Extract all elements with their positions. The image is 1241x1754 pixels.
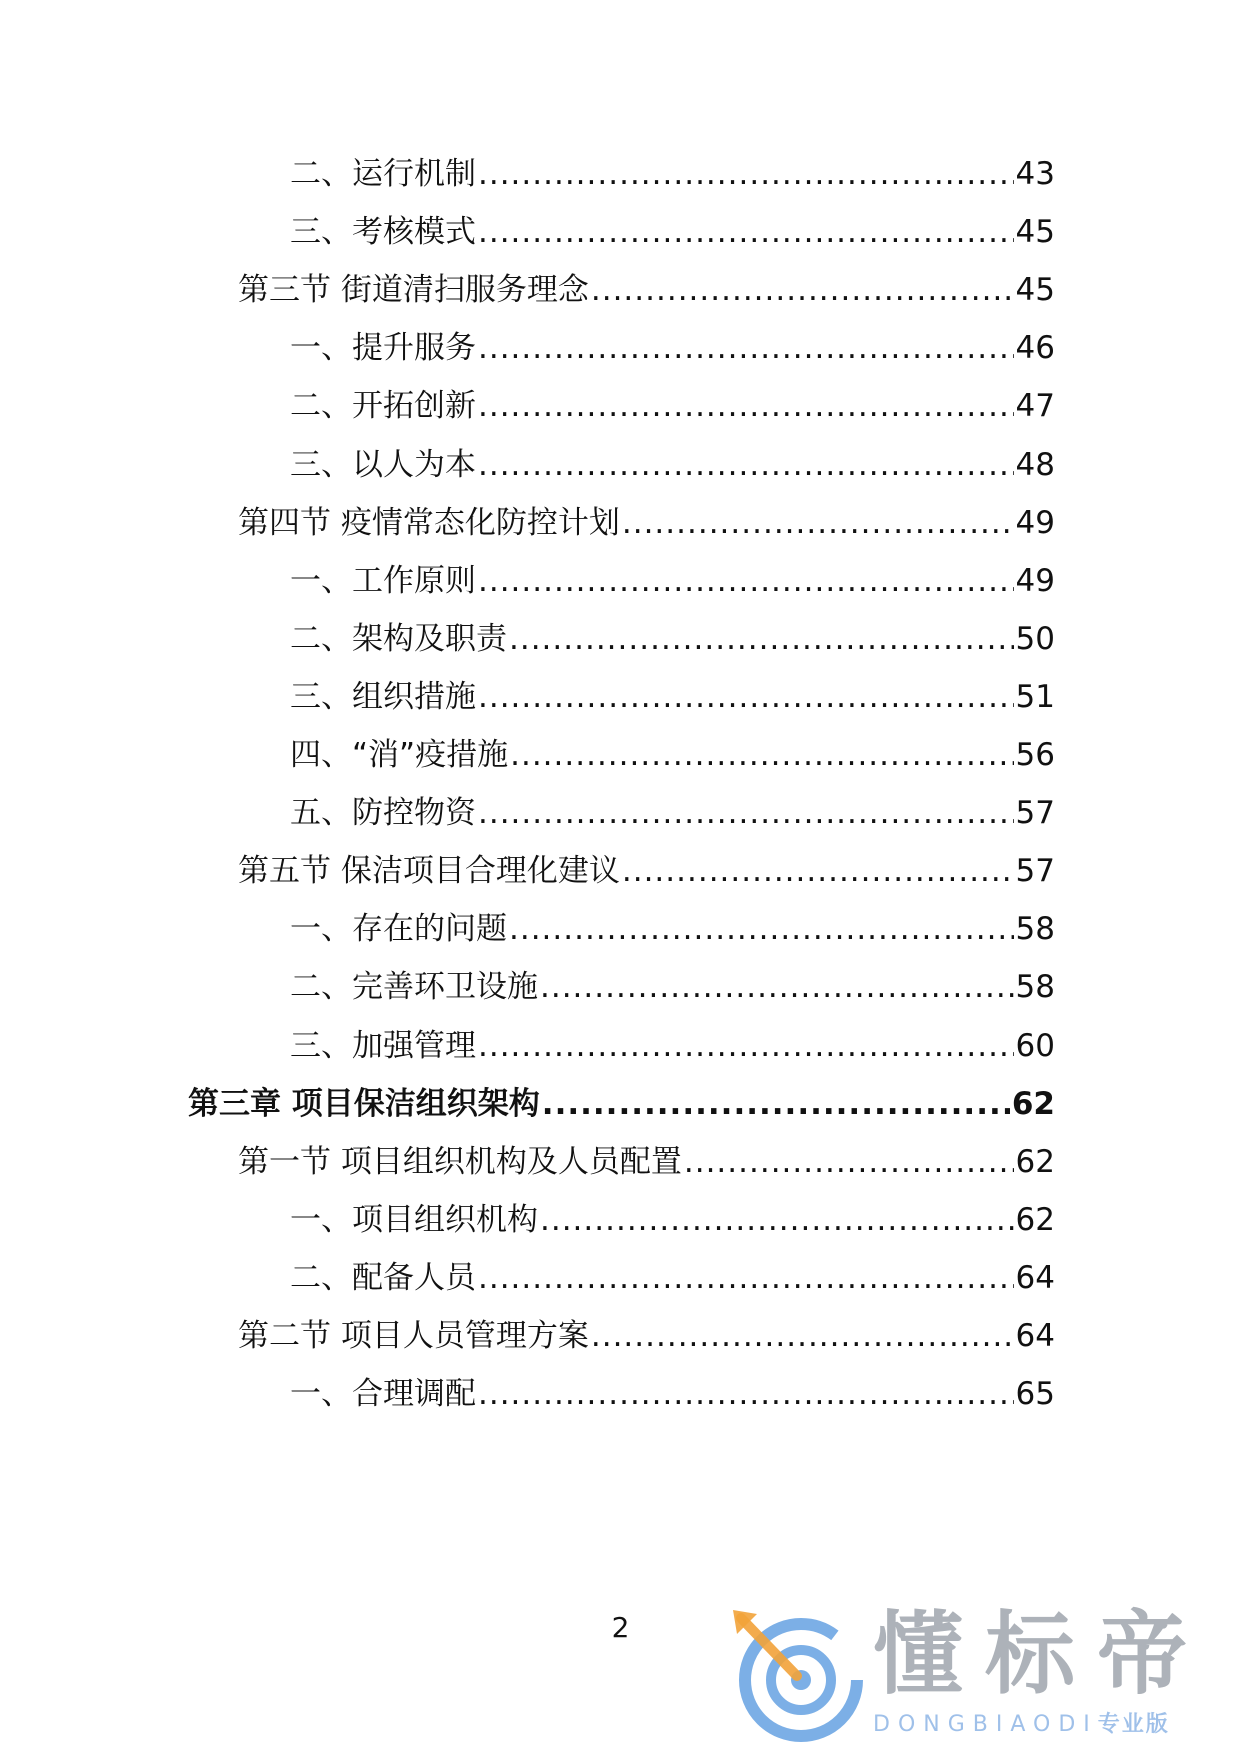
toc-entry-page: 65 <box>1015 1376 1055 1412</box>
toc-entry[interactable] <box>290 318 1055 368</box>
toc-entry[interactable] <box>238 1306 1055 1356</box>
toc-entry[interactable] <box>290 609 1055 659</box>
toc-entry[interactable] <box>290 144 1055 194</box>
page-number: 2 <box>611 1611 630 1644</box>
toc-entry-page: 46 <box>1015 330 1055 366</box>
toc-dot-leader <box>684 1142 1014 1182</box>
toc-entry-page: 62 <box>1015 1144 1055 1180</box>
toc-entry[interactable] <box>290 1364 1055 1414</box>
toc-dot-leader <box>478 1026 1014 1066</box>
toc-entry-page: 45 <box>1015 272 1055 308</box>
toc-entry-page: 57 <box>1015 853 1055 889</box>
toc-entry-title: 五、防控物资 <box>290 795 476 831</box>
toc-entry-title: 二、完善环卫设施 <box>290 969 538 1005</box>
toc-entry[interactable] <box>238 841 1055 891</box>
toc-entry-page: 48 <box>1015 447 1055 483</box>
toc-entry-page: 47 <box>1015 388 1055 424</box>
toc-entry-title: 二、配备人员 <box>290 1260 476 1296</box>
toc-entry-title: 二、架构及职责 <box>290 621 507 657</box>
toc-dot-leader <box>591 1316 1014 1356</box>
toc-dot-leader <box>622 851 1014 891</box>
toc-entry-page: 51 <box>1015 679 1055 715</box>
toc-entry-title: 第一节 项目组织机构及人员配置 <box>238 1144 682 1180</box>
toc-entry-page: 49 <box>1015 563 1055 599</box>
toc-dot-leader <box>478 328 1014 368</box>
toc-dot-leader <box>509 619 1014 659</box>
toc-entry[interactable] <box>188 1074 1055 1124</box>
toc-dot-leader <box>478 561 1014 601</box>
target-arrow-icon <box>723 1600 873 1750</box>
toc-entry-page: 43 <box>1015 156 1055 192</box>
toc-entry-title: 一、工作原则 <box>290 563 476 599</box>
toc-dot-leader <box>478 386 1014 426</box>
toc-entry-title: 第四节 疫情常态化防控计划 <box>238 505 620 541</box>
toc-entry-title: 二、开拓创新 <box>290 388 476 424</box>
toc-entry-page: 56 <box>1015 737 1055 773</box>
watermark <box>723 1600 1213 1750</box>
toc-entry[interactable] <box>290 376 1055 426</box>
toc-entry-page: 62 <box>1015 1202 1055 1238</box>
toc-entry[interactable] <box>290 551 1055 601</box>
toc-entry[interactable] <box>290 1190 1055 1240</box>
toc-entry-title: 一、项目组织机构 <box>290 1202 538 1238</box>
toc-entry-page: 49 <box>1015 505 1055 541</box>
toc-dot-leader <box>591 270 1014 310</box>
toc-entry-title: 一、存在的问题 <box>290 911 507 947</box>
toc-entry-title: 二、运行机制 <box>290 156 476 192</box>
toc-entry-title: 三、加强管理 <box>290 1028 476 1064</box>
toc-dot-leader <box>542 1084 1010 1124</box>
toc-entry-title: 三、组织措施 <box>290 679 476 715</box>
toc-dot-leader <box>540 967 1014 1007</box>
toc-dot-leader <box>509 909 1014 949</box>
toc-entry-title: 第二节 项目人员管理方案 <box>238 1318 589 1354</box>
toc-entry[interactable] <box>290 202 1055 252</box>
toc-entry[interactable] <box>290 725 1055 775</box>
watermark-pinyin: DONGBIAODI <box>873 1712 1098 1737</box>
toc-entry[interactable] <box>238 493 1055 543</box>
toc-entry-title: 第三节 街道清扫服务理念 <box>238 272 589 308</box>
toc-entry[interactable] <box>238 260 1055 310</box>
toc-entry-page: 64 <box>1015 1260 1055 1296</box>
toc-entry-page: 64 <box>1015 1318 1055 1354</box>
toc-entry-page: 62 <box>1011 1086 1055 1122</box>
toc-entry[interactable] <box>290 783 1055 833</box>
toc-entry[interactable] <box>238 1132 1055 1182</box>
toc-entry[interactable] <box>290 1016 1055 1066</box>
toc-dot-leader <box>510 735 1013 775</box>
toc-dot-leader <box>622 503 1014 543</box>
toc-entry-title: 一、提升服务 <box>290 330 476 366</box>
toc-entry-title: 三、以人为本 <box>290 447 476 483</box>
watermark-subtitle <box>873 1710 1170 1740</box>
toc-dot-leader <box>478 677 1014 717</box>
toc-entry-page: 45 <box>1015 214 1055 250</box>
toc-entry-title: 一、合理调配 <box>290 1376 476 1412</box>
toc-dot-leader <box>478 212 1014 252</box>
watermark-edition: 专业版 <box>1097 1712 1170 1737</box>
toc-dot-leader <box>478 1374 1014 1414</box>
toc-entry[interactable] <box>290 899 1055 949</box>
toc-entry[interactable] <box>290 957 1055 1007</box>
toc-entry[interactable] <box>290 667 1055 717</box>
toc-entry[interactable] <box>290 435 1055 485</box>
toc-dot-leader <box>478 1258 1014 1298</box>
watermark-brand-name: 懂标帝 <box>873 1602 1209 1707</box>
toc-entry-page: 58 <box>1015 969 1055 1005</box>
toc-dot-leader <box>540 1200 1014 1240</box>
toc-entry-page: 57 <box>1015 795 1055 831</box>
toc-entry-title: 三、考核模式 <box>290 214 476 250</box>
toc-dot-leader <box>478 445 1014 485</box>
toc-entry-title: 第五节 保洁项目合理化建议 <box>238 853 620 889</box>
toc-dot-leader <box>478 793 1014 833</box>
toc-entry-page: 60 <box>1015 1028 1055 1064</box>
toc-entry-title: 四、“消”疫措施 <box>290 737 509 773</box>
toc-entry-page: 58 <box>1015 911 1055 947</box>
toc-entry-page: 50 <box>1015 621 1055 657</box>
toc-entry[interactable] <box>290 1248 1055 1298</box>
toc-entry-title: 第三章 项目保洁组织架构 <box>188 1086 540 1122</box>
toc-dot-leader <box>478 154 1014 194</box>
